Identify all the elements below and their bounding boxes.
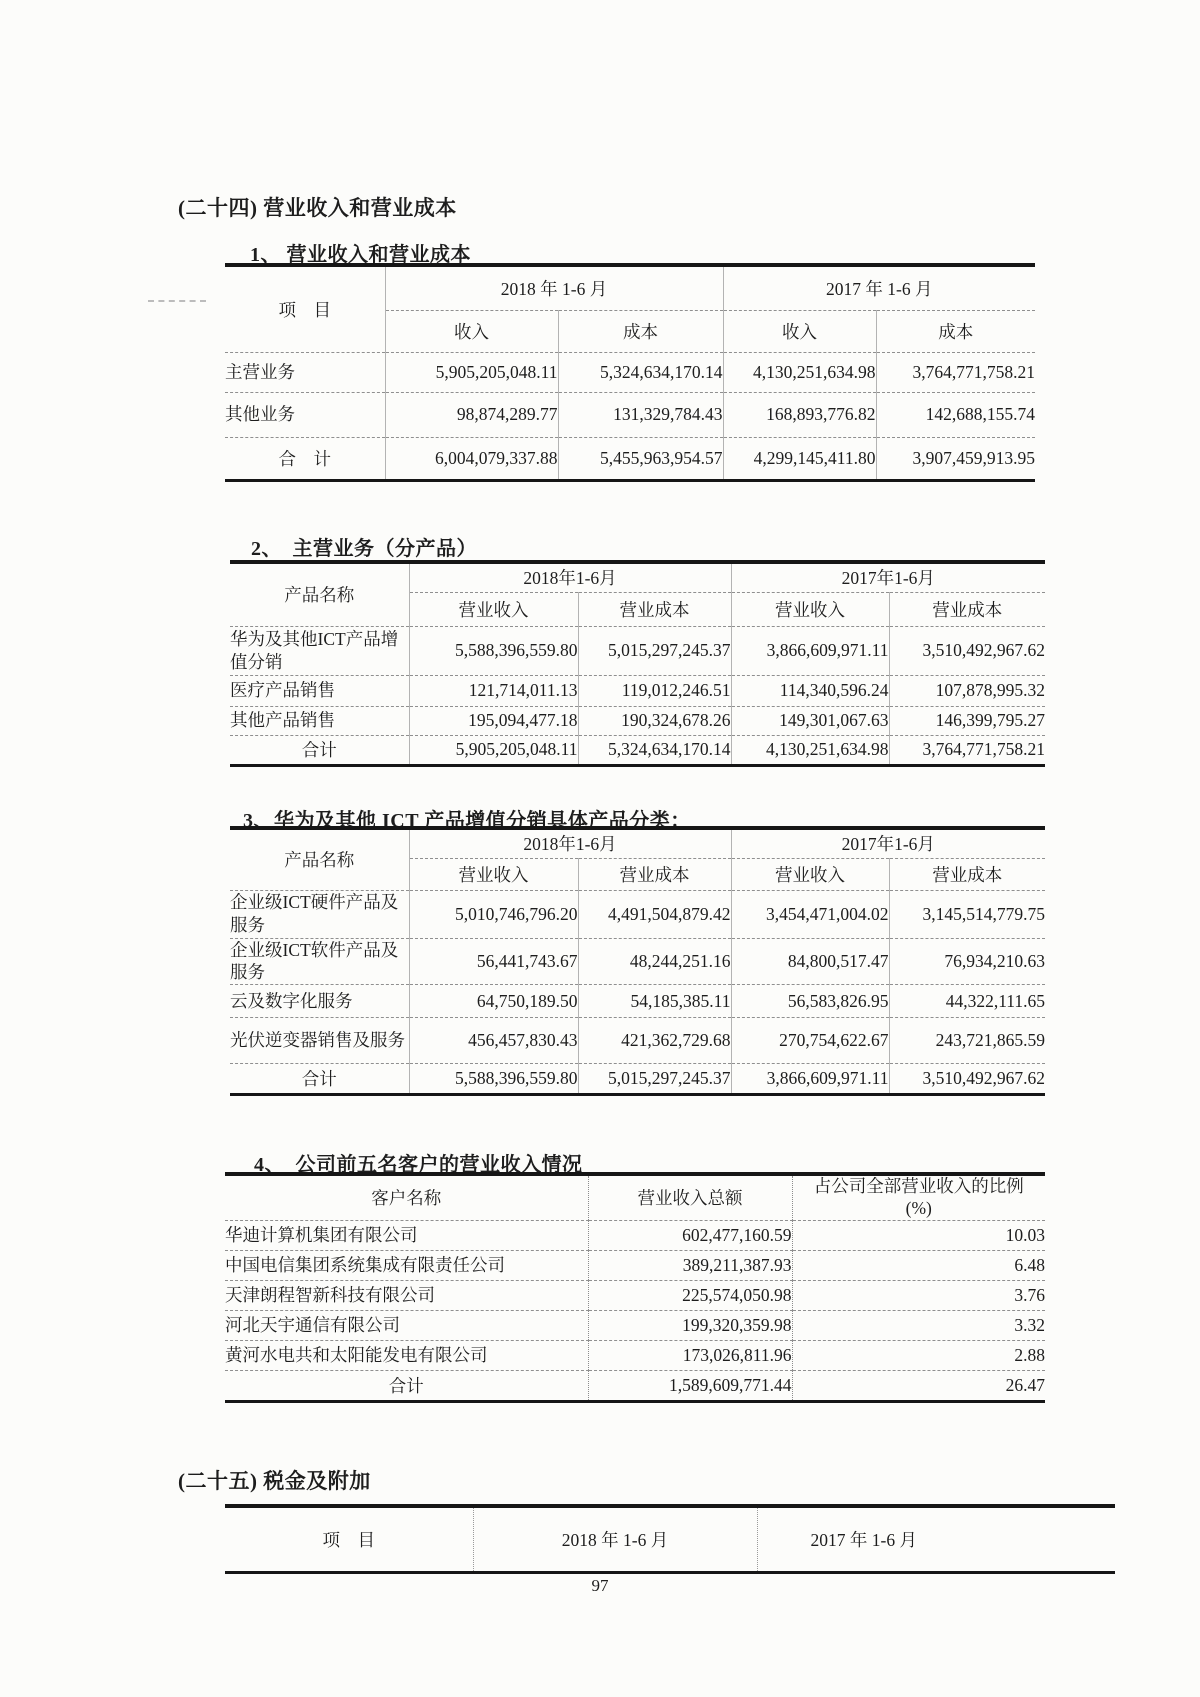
amount-cell: 5,324,634,170.14 <box>578 735 731 765</box>
period-2018-header: 2018年1-6月 <box>409 562 731 592</box>
row-label: 主营业务 <box>225 352 385 392</box>
amount-cell: 107,878,995.32 <box>889 675 1045 706</box>
amount-cell: 4,491,504,879.42 <box>578 890 731 938</box>
amount-cell: 5,588,396,559.80 <box>409 626 578 675</box>
customer-column-header: 客户名称 <box>225 1174 588 1220</box>
revenue-total-column-header: 营业收入总额 <box>588 1174 792 1220</box>
table-row <box>225 1310 1045 1340</box>
row-label: 云及数字化服务 <box>230 985 409 1018</box>
table-revenue-and-cost <box>225 263 1035 482</box>
amount-cell: 114,340,596.24 <box>731 675 889 706</box>
amount-cell: 149,301,067.63 <box>731 706 889 735</box>
period-2017-header: 2017 年 1-6 月 <box>757 1506 1115 1572</box>
table-total-row <box>230 735 1045 765</box>
revenue-2018-header: 营业收入 <box>409 592 578 626</box>
amount-cell: 142,688,155.74 <box>876 392 1035 437</box>
revenue-2017-header: 营业收入 <box>731 592 889 626</box>
table-header-row <box>225 1174 1045 1220</box>
table-row <box>225 1250 1045 1280</box>
table-total-row <box>225 437 1035 480</box>
table-row <box>225 1220 1045 1250</box>
item-column-header: 项 目 <box>225 265 385 352</box>
amount-cell: 121,714,011.13 <box>409 675 578 706</box>
customer-name: 黄河水电共和太阳能发电有限公司 <box>225 1340 588 1370</box>
row-label: 企业级ICT硬件产品及服务 <box>230 890 409 938</box>
amount-cell: 225,574,050.98 <box>588 1280 792 1310</box>
table-row <box>230 675 1045 706</box>
amount-cell: 98,874,289.77 <box>385 392 558 437</box>
table-taxes-and-surcharges-header <box>225 1504 1115 1574</box>
table3-title: 3、华为及其他 ICT 产品增值分销具体产品分类： <box>243 810 691 832</box>
amount-cell: 168,893,776.82 <box>723 392 876 437</box>
amount-cell: 3,764,771,758.21 <box>889 735 1045 765</box>
percent-header-line1: 占公司全部营业收入的比例 <box>813 1176 1024 1196</box>
amount-cell: 48,244,251.16 <box>578 938 731 985</box>
amount-cell: 190,324,678.26 <box>578 706 731 735</box>
amount-cell: 199,320,359.98 <box>588 1310 792 1340</box>
table-header-row <box>225 265 1035 310</box>
period-2017-header: 2017年1-6月 <box>731 828 1045 858</box>
period-2018-header: 2018 年 1-6 月 <box>385 265 723 310</box>
table-main-business-by-product <box>230 560 1045 767</box>
amount-cell: 389,211,387.93 <box>588 1250 792 1280</box>
amount-cell: 5,905,205,048.11 <box>385 352 558 392</box>
section-24-title: (二十四) 营业收入和营业成本 <box>178 196 457 220</box>
amount-cell: 5,588,396,559.80 <box>409 1064 578 1095</box>
cost-2018-header: 营业成本 <box>578 592 731 626</box>
row-label: 企业级ICT软件产品及服务 <box>230 938 409 985</box>
amount-cell: 4,299,145,411.80 <box>723 437 876 480</box>
cost-2018-header: 营业成本 <box>578 858 731 890</box>
period-2017-header: 2017年1-6月 <box>731 562 1045 592</box>
period-2017-header: 2017 年 1-6 月 <box>723 265 1035 310</box>
cost-2017-header: 营业成本 <box>889 858 1045 890</box>
amount-cell: 3,764,771,758.21 <box>876 352 1035 392</box>
period-2018-header: 2018年1-6月 <box>409 828 731 858</box>
period-2018-header: 2018 年 1-6 月 <box>473 1506 757 1572</box>
row-label: 其他产品销售 <box>230 706 409 735</box>
amount-cell: 64,750,189.50 <box>409 985 578 1018</box>
table-row <box>230 626 1045 675</box>
amount-cell: 56,441,743.67 <box>409 938 578 985</box>
table2-title: 2、 主营业务（分产品） <box>251 538 477 560</box>
amount-cell: 5,455,963,954.57 <box>558 437 723 480</box>
table-header-row <box>225 1506 1115 1572</box>
percent-cell: 3.32 <box>792 1310 1045 1340</box>
amount-cell: 6,004,079,337.88 <box>385 437 558 480</box>
amount-cell: 3,866,609,971.11 <box>731 626 889 675</box>
percent-cell: 3.76 <box>792 1280 1045 1310</box>
amount-cell: 456,457,830.43 <box>409 1018 578 1064</box>
table-total-row <box>230 1064 1045 1095</box>
table-row <box>225 1280 1045 1310</box>
table-top-five-customers <box>225 1172 1045 1403</box>
row-label: 光伏逆变器销售及服务 <box>230 1018 409 1064</box>
amount-cell: 44,322,111.65 <box>889 985 1045 1018</box>
table-total-row <box>225 1370 1045 1401</box>
total-label: 合 计 <box>278 448 331 469</box>
percent-cell: 10.03 <box>792 1220 1045 1250</box>
amount-cell: 270,754,622.67 <box>731 1018 889 1064</box>
amount-cell: 5,015,297,245.37 <box>578 1064 731 1095</box>
customer-name: 华迪计算机集团有限公司 <box>225 1220 588 1250</box>
total-label: 合计 <box>301 1069 337 1089</box>
amount-cell: 195,094,477.18 <box>409 706 578 735</box>
customer-name: 河北天宇通信有限公司 <box>225 1310 588 1340</box>
table-row <box>230 938 1045 985</box>
percent-cell: 6.48 <box>792 1250 1045 1280</box>
amount-cell: 3,866,609,971.11 <box>731 1064 889 1095</box>
amount-cell: 4,130,251,634.98 <box>731 735 889 765</box>
cost-2017-header: 营业成本 <box>889 592 1045 626</box>
amount-cell: 56,583,826.95 <box>731 985 889 1018</box>
amount-cell: 602,477,160.59 <box>588 1220 792 1250</box>
total-label: 合计 <box>301 740 337 760</box>
amount-cell: 3,454,471,004.02 <box>731 890 889 938</box>
amount-cell: 1,589,609,771.44 <box>588 1370 792 1401</box>
cost-2018-header: 成本 <box>558 310 723 352</box>
percent-header-line2: (%) <box>905 1197 932 1218</box>
percent-cell: 26.47 <box>792 1370 1045 1401</box>
amount-cell: 146,399,795.27 <box>889 706 1045 735</box>
amount-cell: 5,015,297,245.37 <box>578 626 731 675</box>
amount-cell: 3,907,459,913.95 <box>876 437 1035 480</box>
income-2018-header: 收入 <box>385 310 558 352</box>
amount-cell: 243,721,865.59 <box>889 1018 1045 1064</box>
amount-cell: 3,510,492,967.62 <box>889 1064 1045 1095</box>
customer-name: 中国电信集团系统集成有限责任公司 <box>225 1250 588 1280</box>
product-column-header: 产品名称 <box>230 562 409 626</box>
amount-cell: 84,800,517.47 <box>731 938 889 985</box>
table-row <box>225 352 1035 392</box>
row-label: 华为及其他ICT产品增值分销 <box>230 626 409 675</box>
row-label: 其他业务 <box>225 392 385 437</box>
amount-cell: 3,510,492,967.62 <box>889 626 1045 675</box>
customer-name: 天津朗程智新科技有限公司 <box>225 1280 588 1310</box>
section-25-title: (二十五) 税金及附加 <box>178 1469 371 1493</box>
table-row <box>230 706 1045 735</box>
amount-cell: 54,185,385.11 <box>578 985 731 1018</box>
percent-cell: 2.88 <box>792 1340 1045 1370</box>
amount-cell: 131,329,784.43 <box>558 392 723 437</box>
item-column-header: 项 目 <box>225 1506 473 1572</box>
amount-cell: 3,145,514,779.75 <box>889 890 1045 938</box>
margin-mark <box>148 300 206 302</box>
amount-cell: 5,010,746,796.20 <box>409 890 578 938</box>
table-row <box>230 985 1045 1018</box>
amount-cell: 421,362,729.68 <box>578 1018 731 1064</box>
cost-2017-header: 成本 <box>876 310 1035 352</box>
amount-cell: 5,324,634,170.14 <box>558 352 723 392</box>
table-header-row <box>230 562 1045 592</box>
table1-title: 1、 营业收入和营业成本 <box>250 244 471 266</box>
page-number: 97 <box>591 1576 609 1595</box>
table-ict-distribution-breakdown <box>230 826 1045 1096</box>
income-2017-header: 收入 <box>723 310 876 352</box>
amount-cell: 76,934,210.63 <box>889 938 1045 985</box>
amount-cell: 173,026,811.96 <box>588 1340 792 1370</box>
revenue-2018-header: 营业收入 <box>409 858 578 890</box>
total-label: 合计 <box>388 1375 424 1396</box>
table-row <box>225 1340 1045 1370</box>
table-row <box>230 1018 1045 1064</box>
row-label: 医疗产品销售 <box>230 675 409 706</box>
amount-cell: 119,012,246.51 <box>578 675 731 706</box>
amount-cell: 5,905,205,048.11 <box>409 735 578 765</box>
product-column-header: 产品名称 <box>230 828 409 890</box>
amount-cell: 4,130,251,634.98 <box>723 352 876 392</box>
table-row <box>225 392 1035 437</box>
revenue-2017-header: 营业收入 <box>731 858 889 890</box>
table4-title: 4、 公司前五名客户的营业收入情况 <box>254 1154 583 1176</box>
table-header-row <box>230 828 1045 858</box>
percent-column-header <box>792 1174 1045 1220</box>
table-row <box>230 890 1045 938</box>
